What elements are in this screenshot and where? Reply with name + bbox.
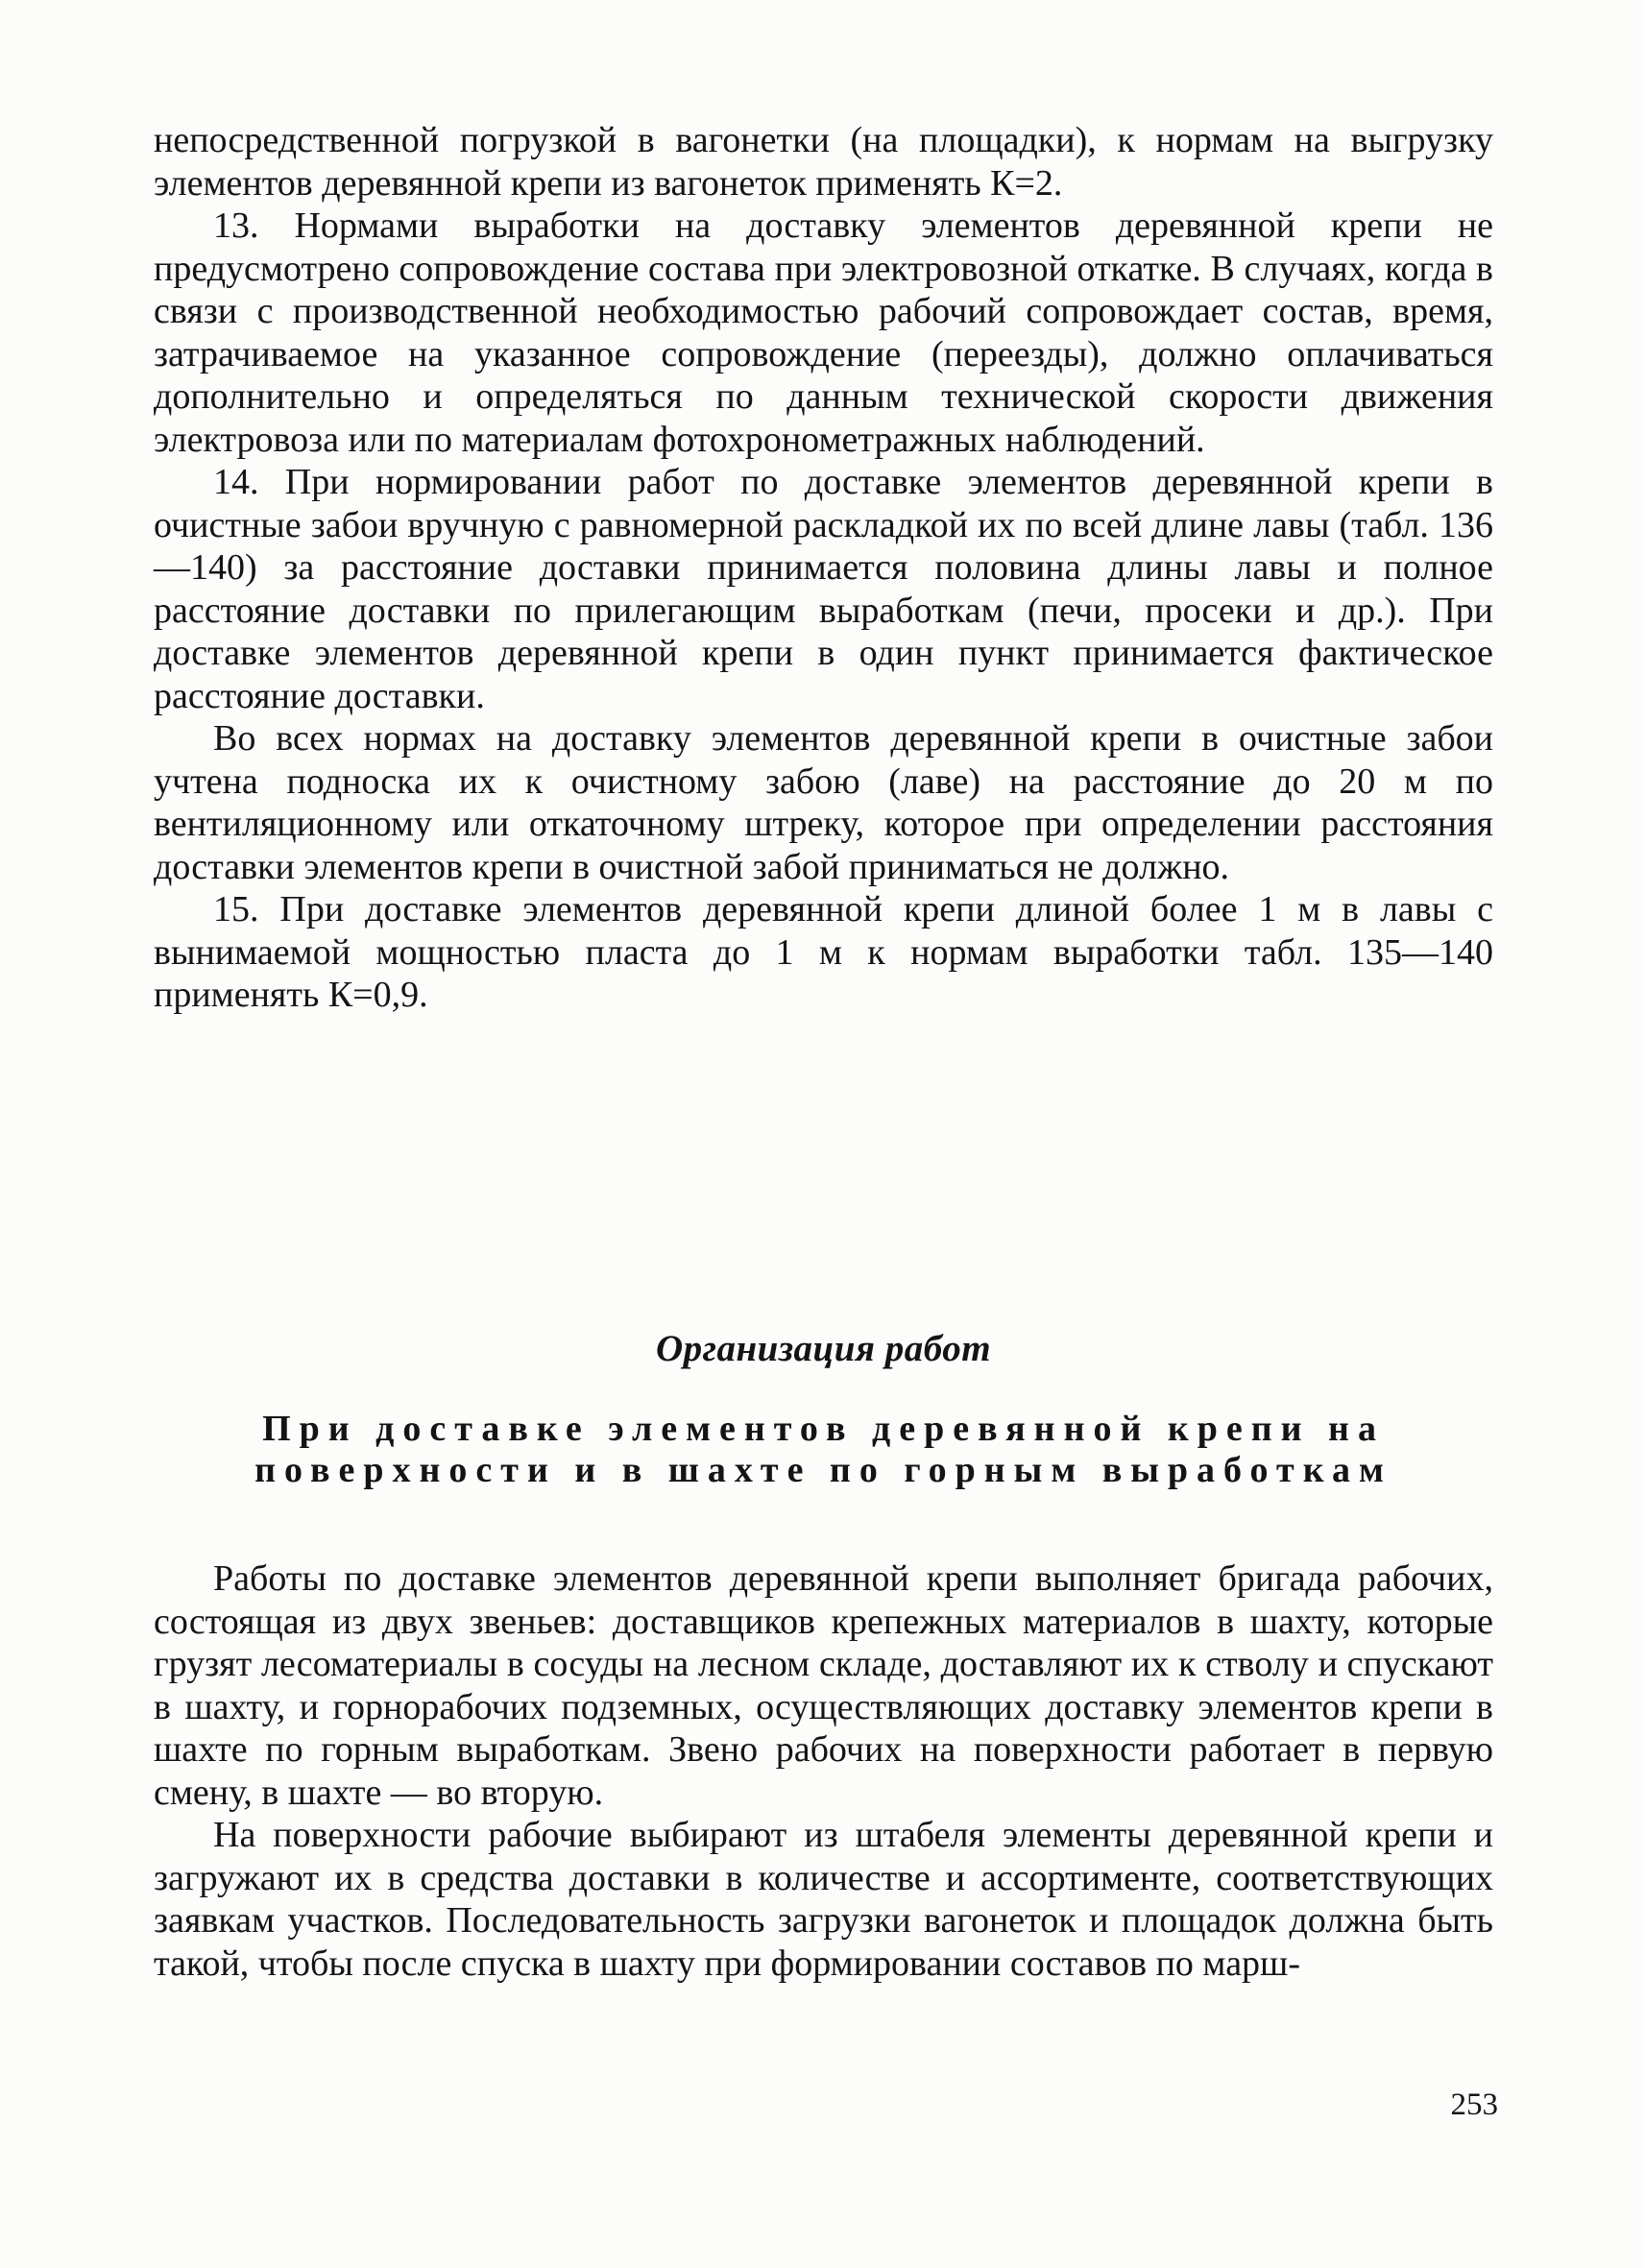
bottom-text-block	[154, 1557, 1493, 1985]
paragraph-item-13: 13. Нормами выработки на доставку элементов деревянной крепи не предусмотрено сопровождение состава при электровозной откатке. В случаях, когда в связи с производственной необходимостью рабочий сопровождает состав, время, затрачиваемое на указанное сопровождение (переезды), должно оплачиваться дополнительно и определяться по данным технической скорости движения электровоза или по материалам фотохронометражных наблюдений.	[154, 205, 1493, 460]
top-text-block	[154, 119, 1493, 1017]
paragraph-continuation: непосредственной погрузкой в вагонетки (на площадки), к нормам на выгрузку элементов деревянной крепи из вагонеток применять К=2.	[154, 120, 1493, 204]
paragraph-brigade: Работы по доставке элементов деревянной крепи выполняет бригада рабочих, состоящая из двух звеньев: доставщиков крепежных материалов в шахту, которые грузят лесоматериалы в сосуды на лесном складе, доставляют их к стволу и спускают в шахту, и горнорабочих подземных, осуществляющих доставку элементов крепи в шахте по горным выработкам. Звено рабочих на поверхности работает в первую смену, в шахте — во вторую.	[154, 1558, 1493, 1813]
paragraph-item-14: 14. При нормировании работ по доставке элементов деревянной крепи в очистные забои вручную с равномерной раскладкой их по всей длине лавы (табл. 136—140) за расстояние доставки принимается половина длины лавы и полное расстояние доставки по прилегающим выработкам (печи, просеки и др.). При доставке элементов деревянной крепи в один пункт принимается фактическое расстояние доставки.	[154, 462, 1493, 716]
paragraph-delivery-norms: Во всех нормах на доставку элементов деревянной крепи в очистные забои учтена подноска их к очистному забою (лаве) на расстояние до 20 м по вентиляционному или откаточному штреку, которое при определении расстояния доставки элементов крепи в очистной забой приниматься не должно.	[154, 718, 1493, 887]
page-number: 253	[1450, 2087, 1498, 2122]
section-title: Организация работ	[655, 1328, 992, 1369]
subsection-title: При доставке элементов деревянной крепи на поверхности и в шахте по горным выработкам	[254, 1409, 1392, 1490]
paragraph-surface-loading: На поверхности рабочие выбирают из штабеля элементы деревянной крепи и загружают их в средства доставки в количестве и ассортименте, соответствующих заявкам участков. Последовательность загрузки вагонеток и площадок должна быть такой, чтобы после спуска в шахту при формировании составов по марш-	[154, 1815, 1493, 1984]
paragraph-item-15: 15. При доставке элементов деревянной крепи длиной более 1 м в лавы с вынимаемой мощностью пласта до 1 м к нормам выработки табл. 135—140 применять К=0,9.	[154, 889, 1493, 1015]
